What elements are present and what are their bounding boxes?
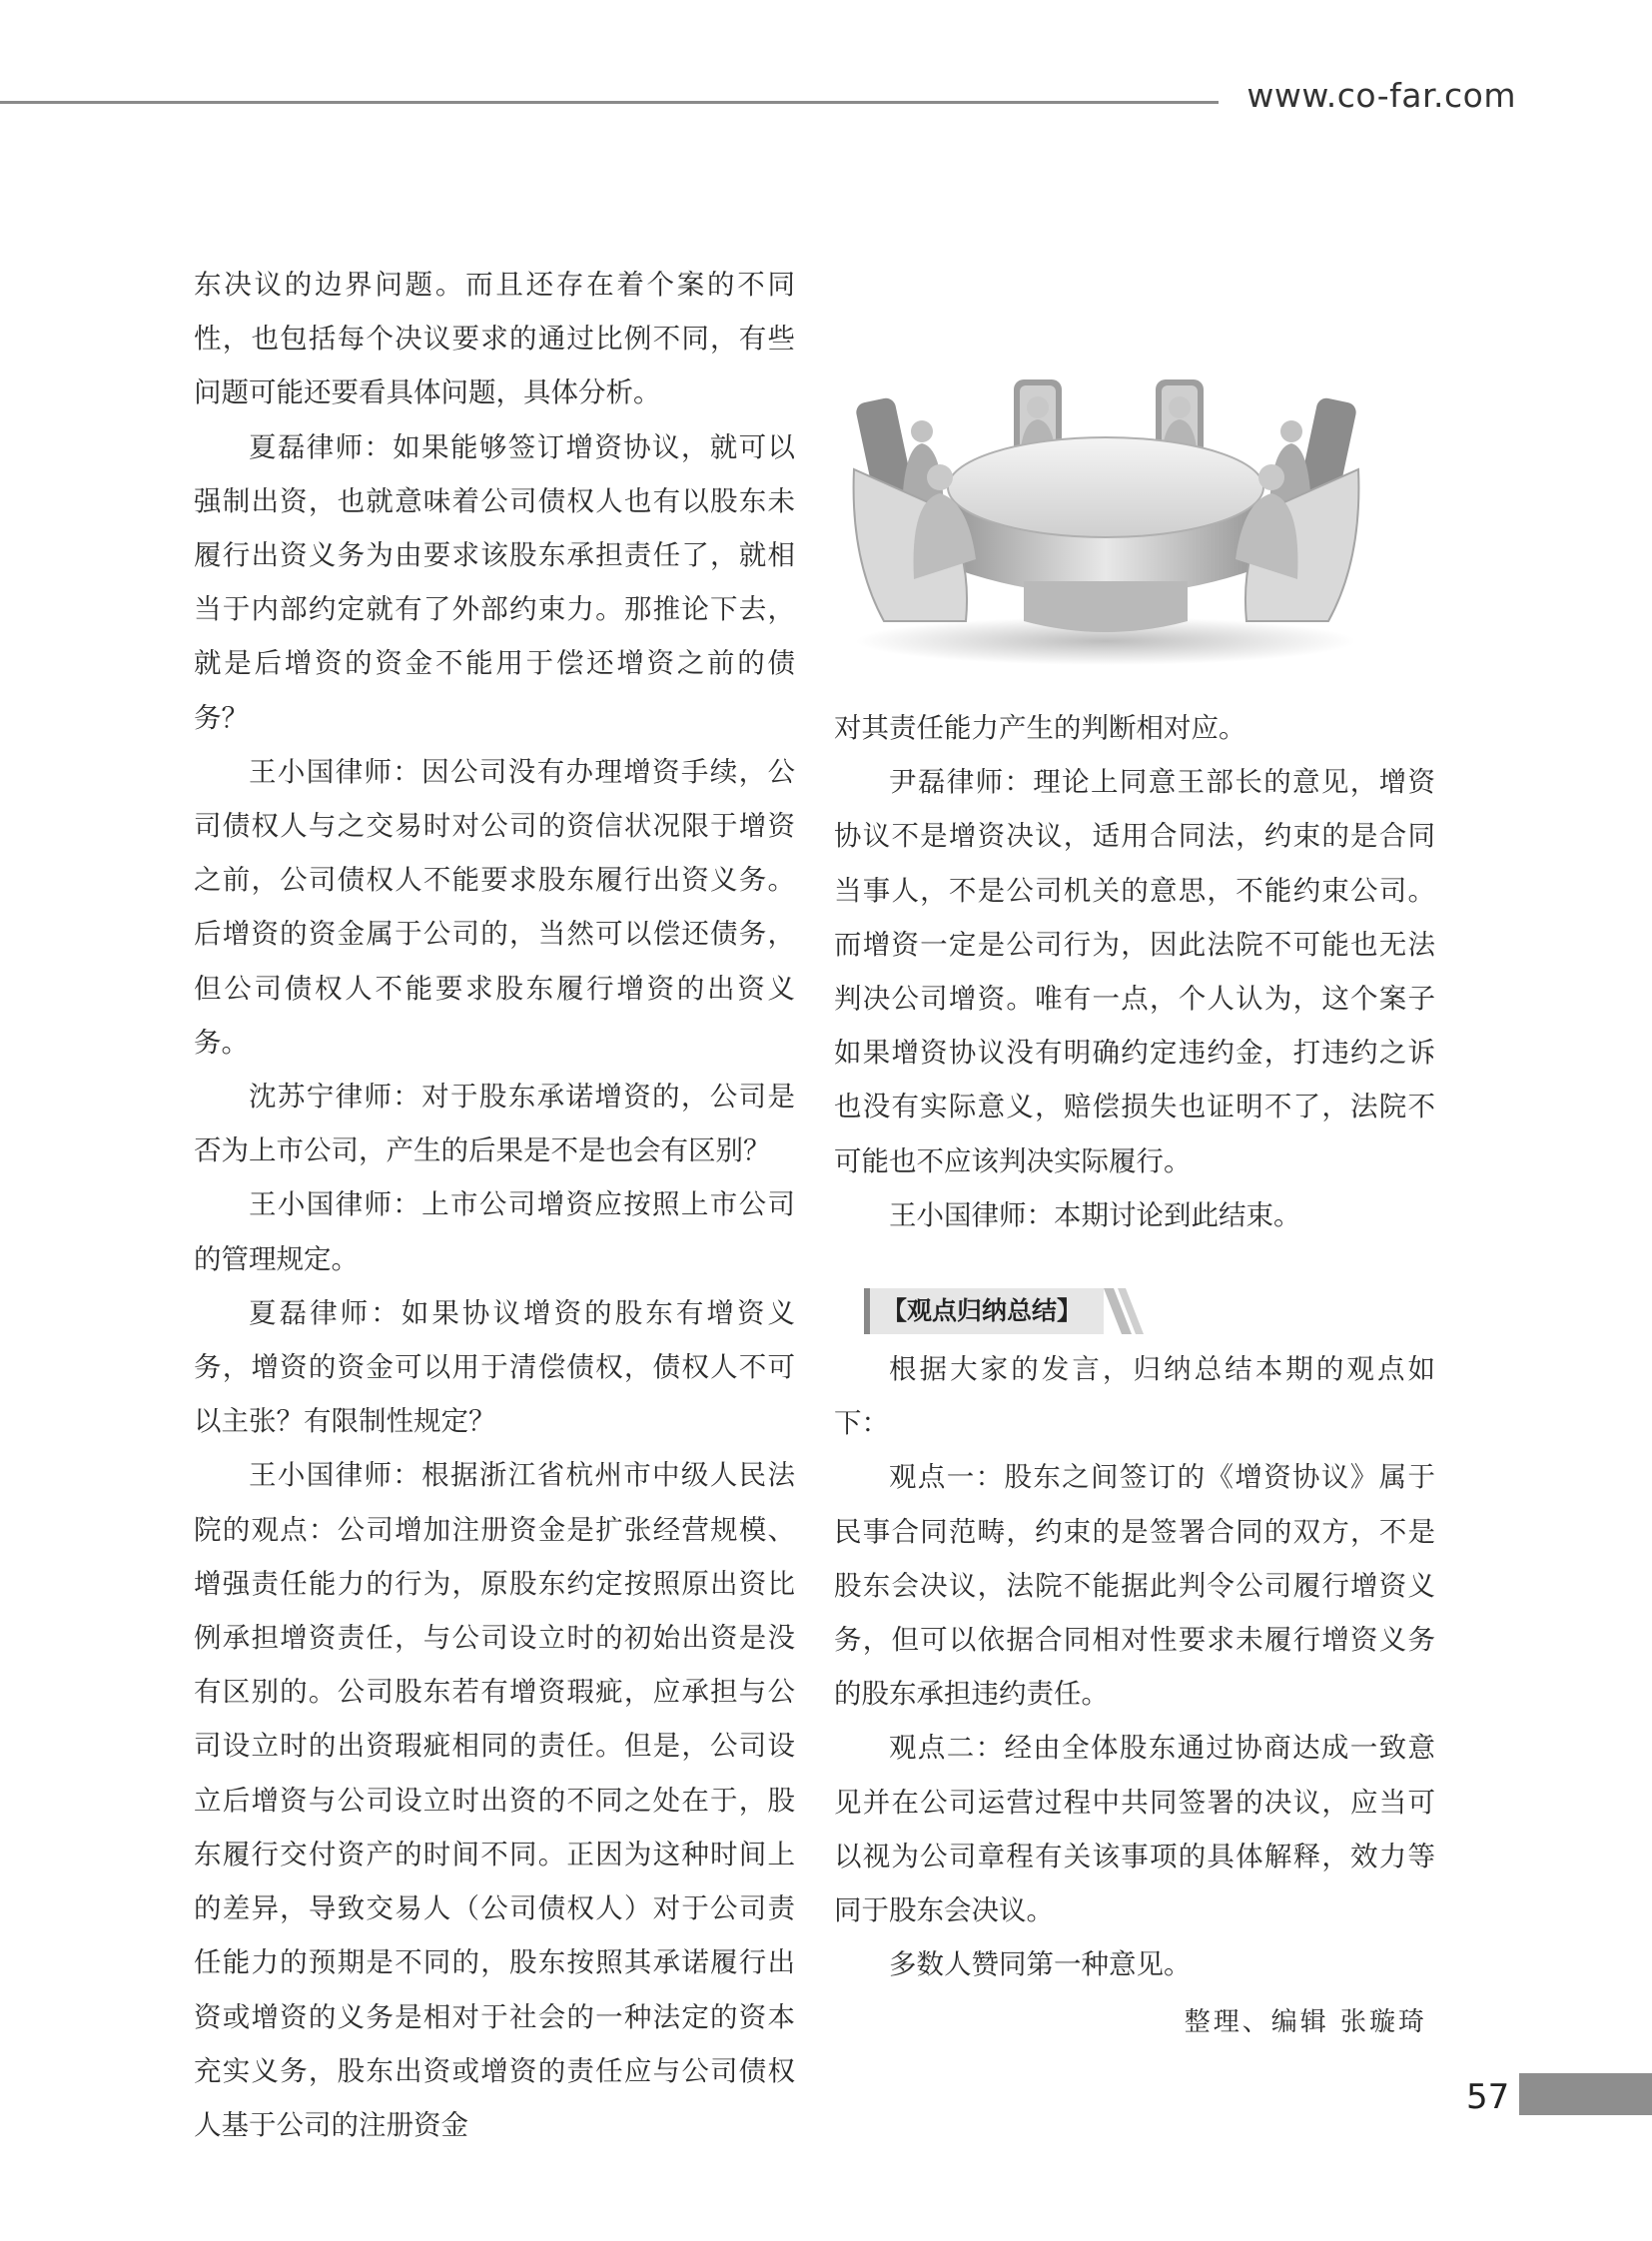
right-column bbox=[834, 701, 1435, 2050]
paragraph: 东决议的边界问题。而且还存在着个案的不同性，也包括每个决议要求的通过比例不同，有些问题可能还要看具体问题，具体分析。 bbox=[194, 269, 795, 409]
paragraph: 王小国律师：上市公司增资应按照上市公司的管理规定。 bbox=[194, 1188, 795, 1275]
editor-signature: 整理、编辑 张璇琦 bbox=[1184, 2007, 1427, 2038]
paragraph: 对其责任能力产生的判断相对应。 bbox=[834, 712, 1246, 744]
page-number: 57 bbox=[1466, 2077, 1510, 2117]
stripe-decoration-icon bbox=[1104, 1288, 1146, 1334]
left-column bbox=[194, 258, 795, 2152]
paragraph: 夏磊律师：如果协议增资的股东有增资义务，增资的资金可以用于清偿债权，债权人不可以主张？有限制性规定？ bbox=[194, 1296, 795, 1438]
paragraph: 王小国律师：本期讨论到此结束。 bbox=[889, 1198, 1301, 1231]
paragraph: 根据大家的发言，归纳总结本期的观点如下： bbox=[834, 1353, 1435, 1440]
summary-heading-text: 【观点归纳总结】 bbox=[882, 1296, 1083, 1326]
paragraph: 多数人赞同第一种意见。 bbox=[889, 1948, 1192, 1981]
site-url: www.co-far.com bbox=[1246, 76, 1516, 115]
paragraph: 夏磊律师：如果能够签订增资协议，就可以强制出资，也就意味着公司债权人也有以股东未履行出资义务为由要求该股东承担责任了，就相当于内部约定就有了外部约束力。那推论下去，就是后增资的资金不能用于偿还增资之前的债务？ bbox=[194, 430, 795, 734]
paragraph: 尹磊律师：理论上同意王部长的意见，增资协议不是增资决议，适用合同法，约束的是合同当事人，不是公司机关的意思，不能约束公司。而增资一定是公司行为，因此法院不可能也无法判决公司增资。唯有一点，个人认为，这个案子如果增资协议没有明确约定违约金，打违约之诉也没有实际意义，赔偿损失也证明不了，法院不可能也不应该判决实际履行。 bbox=[834, 766, 1435, 1177]
paragraph: 观点二：经由全体股东通过协商达成一致意见并在公司运营过程中共同签署的决议，应当可以视为公司章程有关该事项的具体解释，效力等同于股东会决议。 bbox=[834, 1732, 1435, 1927]
meeting-table-illustration bbox=[844, 360, 1368, 667]
summary-heading bbox=[864, 1288, 1104, 1334]
paragraph: 观点一：股东之间签订的《增资协议》属于民事合同范畴，约束的是签署合同的双方，不是股东会决议，法院不能据此判令公司履行增资义务，但可以依据合同相对性要求未履行增资义务的股东承担违约责任。 bbox=[834, 1461, 1435, 1711]
header-rule bbox=[0, 101, 1219, 104]
paragraph: 王小国律师：根据浙江省杭州市中级人民法院的观点：公司增加注册资金是扩张经营规模、增强责任能力的行为，原股东约定按照原出资比例承担增资责任，与公司设立时的初始出资是没有区别的。公司股东若有增资瑕疵，应承担与公司设立时的出资瑕疵相同的责任。但是，公司设立后增资与公司设立时出资的不同之处在于，股东履行交付资产的时间不同。正因为这种时间上的差异，导致交易人（公司债权人）对于公司责任能力的预期是不同的，股东按照其承诺履行出资或增资的义务是相对于社会的一种法定的资本充实义务，股东出资或增资的责任应与公司债权人基于公司的注册资金 bbox=[194, 1459, 795, 2141]
page-number-bar bbox=[1519, 2073, 1652, 2115]
paragraph: 沈苏宁律师：对于股东承诺增资的，公司是否为上市公司，产生的后果是不是也会有区别？ bbox=[194, 1081, 795, 1167]
paragraph: 王小国律师：因公司没有办理增资手续，公司债权人与之交易时对公司的资信状况限于增资之前，公司债权人不能要求股东履行出资义务。后增资的资金属于公司的，当然可以偿还债务，但公司债权人不能要求股东履行增资的出资义务。 bbox=[194, 755, 795, 1059]
